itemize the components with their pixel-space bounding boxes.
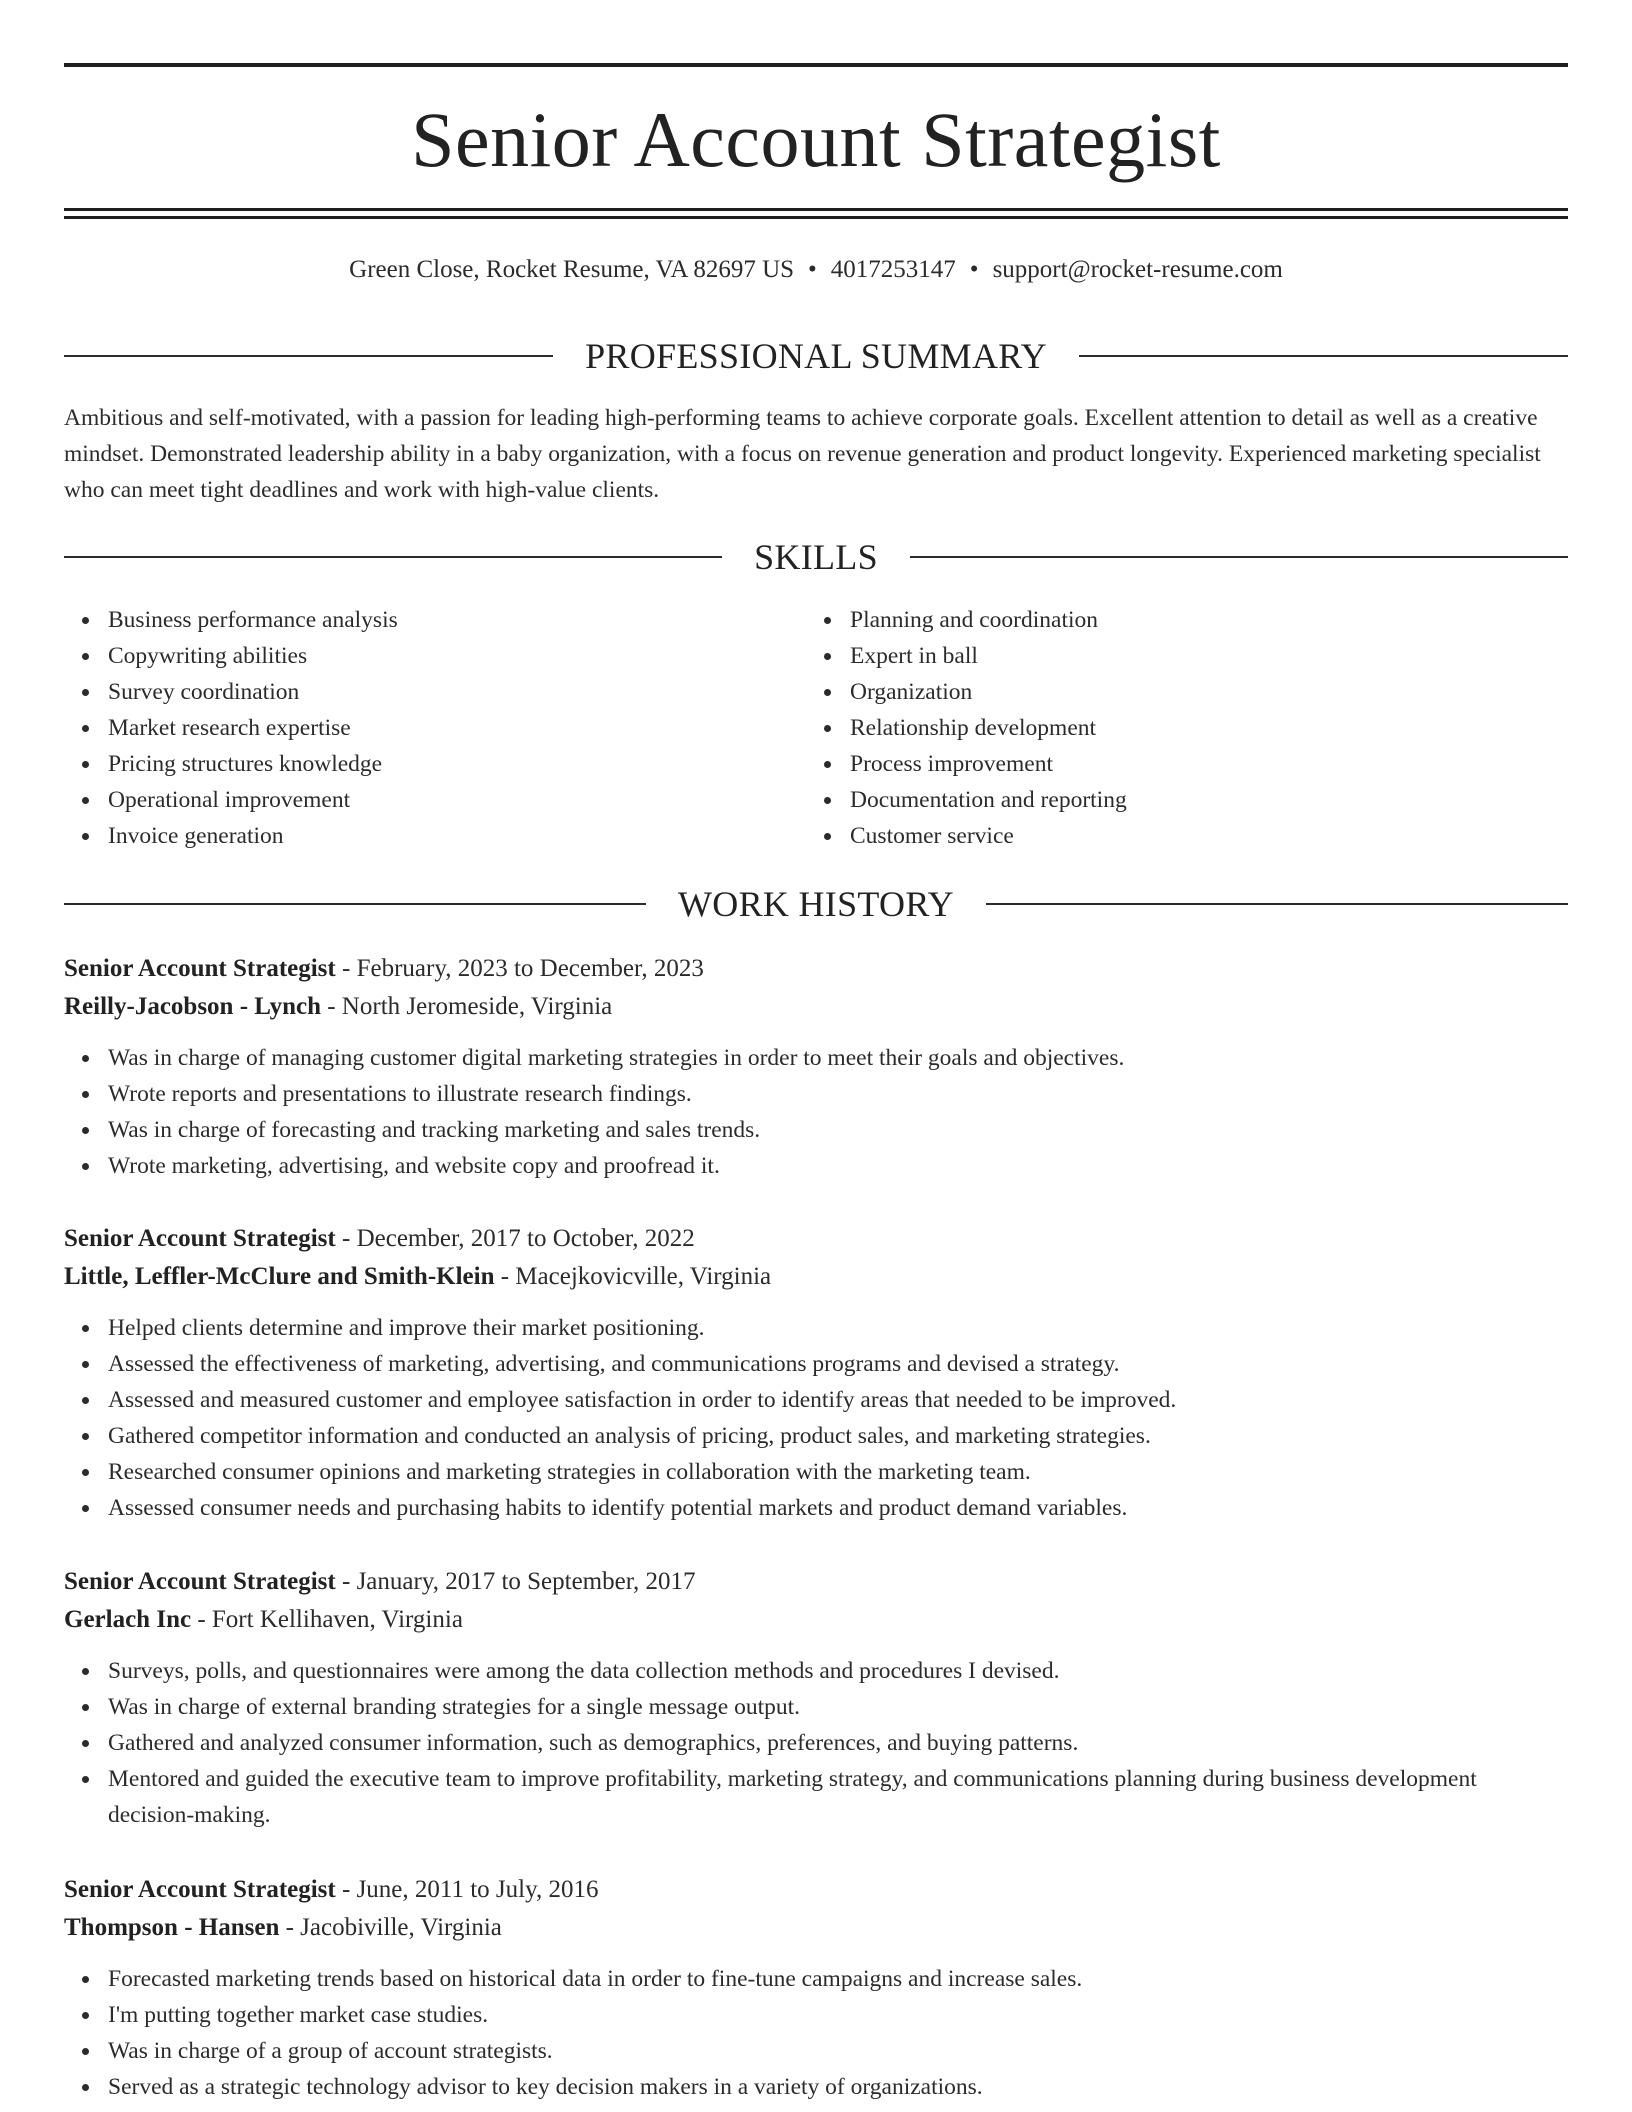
job-company-line: [64, 1601, 1568, 1639]
contact-separator: •: [808, 256, 817, 283]
job-location: - North Jeromeside, Virginia: [320, 993, 613, 1020]
skills-list-left: [64, 602, 764, 854]
skill-item: Expert in ball: [806, 638, 1506, 674]
job-company: Reilly-Jacobson - Lynch: [64, 993, 321, 1020]
header-bottom-rule-upper: [64, 208, 1568, 211]
section-rule-left: [64, 903, 646, 905]
job-title-line: [64, 1220, 1568, 1258]
job-location: - Macejkovicville, Virginia: [494, 1263, 772, 1290]
job-duty: I'm putting together market case studies.: [64, 1997, 1568, 2033]
skill-item: Market research expertise: [64, 710, 764, 746]
job-company-line: [64, 988, 1568, 1026]
job-duties-list: [64, 1961, 1568, 2105]
job-duties-list: [64, 1040, 1568, 1184]
contact-address: Green Close, Rocket Resume, VA 82697 US: [349, 256, 795, 283]
job-title: Senior Account Strategist: [64, 955, 336, 982]
job-duties-list: [64, 1310, 1568, 1526]
contact-separator: •: [969, 256, 979, 283]
job-duty: Mentored and guided the executive team to improve profitability, marketing strategy, and communications planning during business development decision-making.: [64, 1761, 1568, 1833]
job-duty: Forecasted marketing trends based on historical data in order to fine-tune campaigns and increase sales.: [64, 1961, 1568, 1997]
job-duty: Served as a strategic technology advisor to key decision makers in a variety of organizations.: [64, 2069, 1568, 2105]
job-duties-list: [64, 1653, 1568, 1833]
contact-email: support@rocket-resume.com: [992, 256, 1283, 283]
job-location: - Fort Kellihaven, Virginia: [191, 1606, 463, 1633]
section-title: PROFESSIONAL SUMMARY: [585, 336, 1047, 376]
job-duty: Assessed consumer needs and purchasing habits to identify potential markets and product demand variables.: [64, 1490, 1568, 1526]
skill-item: Documentation and reporting: [806, 782, 1506, 818]
page-title: Senior Account Strategist: [411, 96, 1221, 183]
section-rule-right: [986, 903, 1568, 905]
job-title: Senior Account Strategist: [64, 1225, 336, 1252]
job-entry: [64, 1220, 1568, 1526]
job-company: Little, Leffler-McClure and Smith-Klein: [64, 1263, 495, 1290]
skill-item: Pricing structures knowledge: [64, 746, 764, 782]
job-entry: [64, 950, 1568, 1184]
job-duty: Gathered and analyzed consumer information, such as demographics, preferences, and buying patterns.: [64, 1725, 1568, 1761]
job-company-line: [64, 1258, 1568, 1296]
job-title-line: [64, 1871, 1568, 1909]
header-bottom-rule-lower: [64, 216, 1568, 219]
skill-item: Customer service: [806, 818, 1506, 854]
skills-list-right: [806, 602, 1506, 854]
skill-item: Relationship development: [806, 710, 1506, 746]
job-duty: Was in charge of a group of account strategists.: [64, 2033, 1568, 2069]
skills-column-right: [806, 602, 1506, 854]
skills-column-left: [64, 602, 764, 854]
job-company: Gerlach Inc: [64, 1606, 192, 1633]
job-title-line: [64, 950, 1568, 988]
job-dates: - January, 2017 to September, 2017: [335, 1568, 696, 1595]
skill-item: Business performance analysis: [64, 602, 764, 638]
skill-item: Invoice generation: [64, 818, 764, 854]
section-title: WORK HISTORY: [678, 884, 954, 924]
job-duty: Helped clients determine and improve their market positioning.: [64, 1310, 1568, 1346]
job-title-line: [64, 1563, 1568, 1601]
section-title: SKILLS: [754, 537, 878, 577]
skill-item: Process improvement: [806, 746, 1506, 782]
job-duty: Was in charge of forecasting and tracking marketing and sales trends.: [64, 1112, 1568, 1148]
section-header-work-history: [64, 882, 1568, 926]
job-duty: Gathered competitor information and conducted an analysis of pricing, product sales, and marketing strategies.: [64, 1418, 1568, 1454]
section-rule-right: [910, 556, 1568, 558]
job-duty: Assessed and measured customer and employee satisfaction in order to identify areas that needed to be improved.: [64, 1382, 1568, 1418]
job-entry: [64, 1563, 1568, 1833]
skill-item: Operational improvement: [64, 782, 764, 818]
section-rule-right: [1079, 355, 1568, 357]
skill-item: Planning and coordination: [806, 602, 1506, 638]
job-dates: - December, 2017 to October, 2022: [335, 1225, 695, 1252]
job-entry: [64, 1871, 1568, 2105]
contact-line: [64, 252, 1568, 288]
job-dates: - February, 2023 to December, 2023: [335, 955, 704, 982]
job-duty: Wrote marketing, advertising, and website copy and proofread it.: [64, 1148, 1568, 1184]
contact-phone: 4017253147: [830, 256, 956, 283]
skill-item: Organization: [806, 674, 1506, 710]
job-company-line: [64, 1909, 1568, 1947]
job-title: Senior Account Strategist: [64, 1876, 336, 1903]
job-duty: Researched consumer opinions and marketing strategies in collaboration with the marketing team.: [64, 1454, 1568, 1490]
job-duty: Surveys, polls, and questionnaires were among the data collection methods and procedures I devised.: [64, 1653, 1568, 1689]
job-dates: - June, 2011 to July, 2016: [335, 1876, 599, 1903]
skill-item: Copywriting abilities: [64, 638, 764, 674]
job-duty: Assessed the effectiveness of marketing, advertising, and communications programs and devised a strategy.: [64, 1346, 1568, 1382]
section-rule-left: [64, 556, 722, 558]
job-location: - Jacobiville, Virginia: [279, 1914, 502, 1941]
skill-item: Survey coordination: [64, 674, 764, 710]
section-rule-left: [64, 355, 553, 357]
summary-text: Ambitious and self-motivated, with a passion for leading high-performing teams to achieve corporate goals. Excellent attention to detail as well as a creative mindset. Demonstrated leadership ability in a baby organization, with a focus on revenue generation and product longevity. Experienced marketing specialist who can meet tight deadlines and work with high-value clients.: [64, 405, 1541, 503]
section-header-summary: [64, 334, 1568, 378]
job-company: Thompson - Hansen: [64, 1914, 280, 1941]
header-top-rule: [64, 63, 1568, 67]
job-duty: Was in charge of managing customer digital marketing strategies in order to meet their goals and objectives.: [64, 1040, 1568, 1076]
section-header-skills: [64, 535, 1568, 579]
job-duty: Wrote reports and presentations to illustrate research findings.: [64, 1076, 1568, 1112]
job-title: Senior Account Strategist: [64, 1568, 336, 1595]
job-duty: Was in charge of external branding strategies for a single message output.: [64, 1689, 1568, 1725]
